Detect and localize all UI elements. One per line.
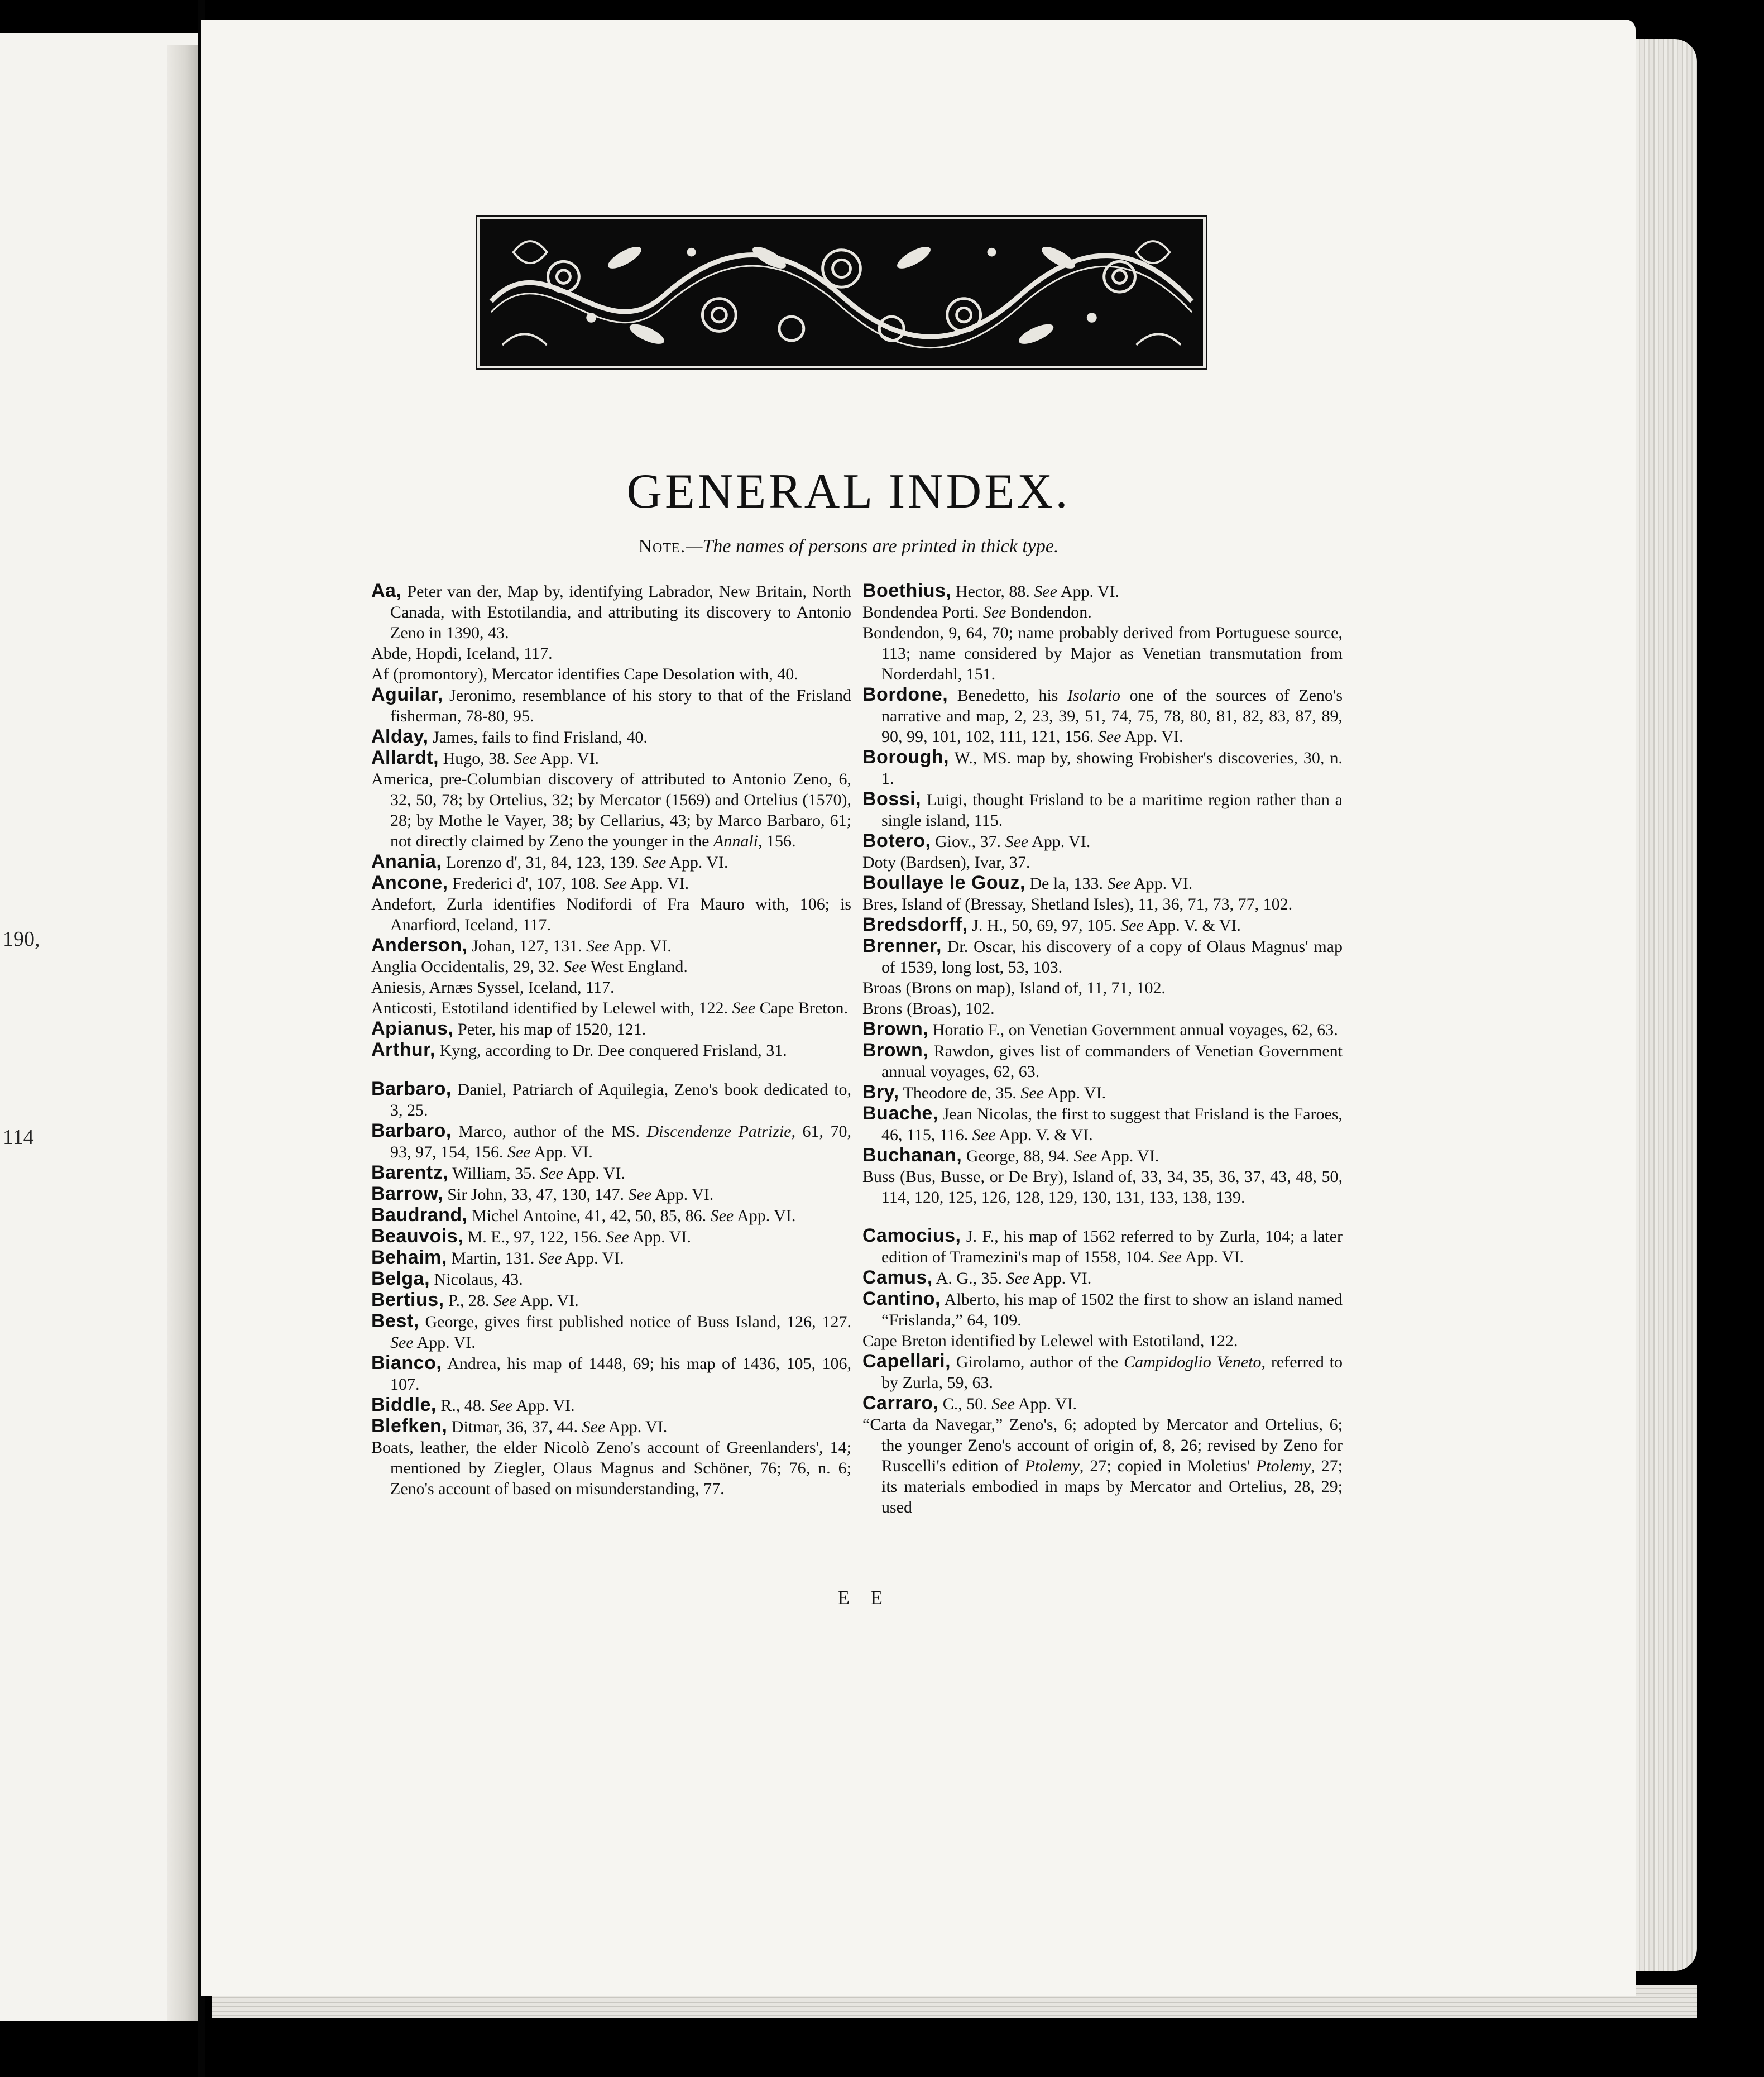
index-entry	[862, 1019, 1343, 1040]
entry-text: Anticosti, Estotiland identified by Lelewel with, 122.	[371, 999, 728, 1017]
entry-heading: Bredsdorff,	[862, 914, 968, 935]
entry-heading: Beauvois,	[371, 1226, 464, 1247]
see-reference: See	[1073, 1147, 1097, 1165]
index-entry	[371, 873, 851, 894]
page-title: GENERAL INDEX.	[626, 465, 1071, 519]
see-reference: See	[1158, 1248, 1182, 1266]
index-entry	[862, 602, 1343, 623]
entry-heading: Bry,	[862, 1081, 899, 1103]
entry-text: , 156.	[758, 832, 796, 850]
left-page-fragment: 190,	[3, 927, 40, 951]
see-reference: See	[507, 1143, 531, 1161]
entry-text: , 27; copied in Moletius'	[1079, 1457, 1256, 1475]
entry-text: Aniesis, Arnæs Syssel, Iceland, 117.	[371, 978, 615, 997]
index-entry	[862, 1226, 1343, 1267]
entry-heading: Doty	[862, 853, 896, 872]
index-column-right	[862, 581, 1343, 1518]
entry-heading: Allardt,	[371, 747, 439, 768]
index-entry	[371, 1290, 851, 1311]
index-entry	[371, 664, 851, 685]
index-entry	[862, 1166, 1343, 1208]
entry-text: Nicolaus, 43.	[430, 1270, 523, 1289]
see-target: App. VI.	[626, 874, 689, 893]
entry-text: George, 88, 94.	[962, 1147, 1070, 1165]
entry-text: Giov., 37.	[931, 832, 1001, 851]
index-entry	[862, 1267, 1343, 1289]
entry-heading: Belga,	[371, 1268, 430, 1289]
entry-heading: Anania,	[371, 851, 442, 872]
entry-text: Alberto, his map of 1502 the first to show an island named “Frislanda,” 64, 109.	[881, 1290, 1343, 1329]
index-entry	[862, 1289, 1343, 1331]
entry-text: W., MS. map by, showing Frobisher's discoveries, 30, n. 1.	[881, 749, 1343, 788]
index-entry	[371, 1121, 851, 1162]
entry-text: A. G., 35.	[932, 1269, 1003, 1288]
see-reference: See	[489, 1396, 513, 1415]
index-entry	[862, 998, 1343, 1019]
see-reference: See	[710, 1207, 734, 1225]
index-entry	[371, 1079, 851, 1121]
entry-text: Dr. Oscar, his discovery of a copy of Olaus Magnus' map of 1539, long lost, 53, 103.	[881, 937, 1343, 977]
see-target: App. VI.	[562, 1249, 624, 1267]
entry-text: Jeronimo, resemblance of his story to that of the Frisland fisherman, 78-80, 95.	[390, 686, 851, 725]
entry-text: Michel Antoine, 41, 42, 50, 85, 86.	[467, 1207, 707, 1225]
entry-heading: Aguilar,	[371, 684, 443, 705]
index-entry	[371, 1247, 851, 1269]
index-entry	[862, 915, 1343, 936]
entry-heading: Barentz,	[371, 1162, 449, 1183]
index-entry	[371, 643, 851, 664]
see-reference: See	[1034, 582, 1057, 601]
entry-heading: Buchanan,	[862, 1145, 962, 1166]
entry-text: Daniel, Patriarch of Aquilegia, Zeno's book dedicated to, 3, 25.	[390, 1080, 851, 1119]
entry-heading: Bordone,	[862, 684, 948, 705]
see-target: Bondendon.	[1006, 603, 1092, 621]
see-target: App. VI.	[516, 1291, 579, 1310]
see-reference: See	[1006, 1269, 1030, 1288]
entry-title-ref: Ptolemy	[1024, 1457, 1080, 1475]
left-page-fragment: 114	[3, 1126, 34, 1149]
index-entry	[371, 1040, 851, 1061]
entry-text: R., 48.	[436, 1396, 486, 1415]
see-reference: See	[1107, 874, 1131, 893]
entry-heading: Bertius,	[371, 1289, 444, 1310]
see-target: App. VI.	[563, 1164, 625, 1183]
entry-heading: Biddle,	[371, 1394, 437, 1415]
index-entry	[371, 1353, 851, 1395]
entry-title-ref: Campidoglio Veneto	[1124, 1353, 1262, 1371]
see-target: App. VI.	[605, 1418, 668, 1436]
see-reference: See	[563, 958, 587, 976]
see-target: App. VI.	[1014, 1395, 1077, 1413]
entry-heading: Cantino,	[862, 1288, 941, 1309]
see-reference: See	[628, 1185, 652, 1204]
entry-text: Broas (Brons on map), Island of, 11, 71, 102.	[862, 979, 1166, 997]
index-entry	[371, 1184, 851, 1205]
entry-title-ref: Isolario	[1067, 686, 1121, 705]
see-reference: See	[582, 1418, 606, 1436]
index-entry	[371, 1205, 851, 1226]
entry-text: Anglia Occidentalis, 29, 32.	[371, 958, 559, 976]
entry-text: Girolamo, author of the	[951, 1353, 1124, 1371]
index-entry	[862, 936, 1343, 978]
see-reference: See	[493, 1291, 517, 1310]
see-target: Cape Breton.	[755, 999, 848, 1017]
entry-heading: Boethius,	[862, 580, 952, 601]
index-entry	[371, 1162, 851, 1184]
index-entry	[371, 1311, 851, 1353]
entry-heading: Botero,	[862, 830, 931, 851]
entry-heading: Behaim,	[371, 1247, 447, 1268]
entry-text: M. E., 97, 122, 156.	[463, 1228, 602, 1246]
see-reference: See	[1005, 832, 1029, 851]
entry-heading: Apianus,	[371, 1018, 454, 1039]
index-entry	[862, 978, 1343, 998]
entry-text: Martin, 131.	[447, 1249, 535, 1267]
see-target: App. VI.	[1181, 1248, 1244, 1266]
entry-heading: Brenner,	[862, 935, 942, 956]
entry-heading: Capellari,	[862, 1351, 951, 1372]
index-entry	[371, 1395, 851, 1416]
entry-text: De la, 133.	[1025, 874, 1104, 893]
signature-mark: E E	[837, 1586, 890, 1609]
see-reference: See	[732, 999, 756, 1017]
see-reference: See	[514, 749, 537, 768]
entry-text: Lorenzo d', 31, 84, 123, 139.	[442, 853, 639, 872]
entry-heading: Buache,	[862, 1103, 938, 1124]
entry-text: , 27; its materials embodied in maps by Mercator and Ortelius, 28, 29; used	[881, 1457, 1343, 1516]
entry-heading: Barbaro,	[371, 1120, 452, 1141]
index-entry	[862, 1103, 1343, 1145]
see-reference: See	[538, 1249, 562, 1267]
index-entry	[862, 1331, 1343, 1351]
entry-heading: Bianco,	[371, 1352, 442, 1374]
index-column-left	[371, 581, 851, 1499]
index-entry	[862, 623, 1343, 685]
see-reference: See	[643, 853, 667, 872]
index-entry	[371, 851, 851, 873]
entry-heading: Boullaye le Gouz,	[862, 872, 1025, 893]
entry-heading: Barbaro,	[371, 1078, 452, 1099]
entry-text: , 61, 70, 93, 97, 154, 156.	[390, 1122, 852, 1161]
see-reference: See	[606, 1228, 629, 1246]
entry-text: , referred to by Zurla, 59, 63.	[881, 1353, 1343, 1392]
entry-heading: Camocius,	[862, 1225, 961, 1246]
index-entry	[371, 894, 851, 935]
see-target: App. VI.	[1029, 1269, 1092, 1288]
see-target: App. VI.	[1130, 874, 1193, 893]
see-target: App. VI.	[530, 1143, 593, 1161]
see-target: App. VI.	[651, 1185, 714, 1204]
see-target: App. VI.	[666, 853, 728, 872]
see-target: App. VI.	[734, 1207, 796, 1225]
entry-text: Brons (Broas), 102.	[862, 999, 995, 1018]
see-target: App. VI.	[1057, 582, 1120, 601]
entry-text: Kyng, according to Dr. Dee conquered Frisland, 31.	[435, 1041, 787, 1060]
see-target: App. V. & VI.	[995, 1126, 1093, 1144]
see-target: App. VI.	[413, 1333, 476, 1352]
index-entry	[371, 581, 851, 643]
index-entry	[371, 1018, 851, 1040]
index-entry	[371, 1416, 851, 1437]
entry-text: America, pre-Columbian discovery of attributed to Antonio Zeno, 6, 32, 50, 78; by Ortelius, 32; by Mercator (1569) and Ortelius (1570), 28; by Mothe le Vayer, 38; by Cellarius, 43; by Marco Barbaro, 61; not directly claimed by Zeno the younger in the	[371, 770, 851, 850]
entry-text: George, gives first published notice of Buss Island, 126, 127.	[419, 1313, 851, 1331]
index-entry	[371, 935, 851, 956]
index-entry	[862, 831, 1343, 852]
left-page-edge	[167, 45, 198, 2021]
note-lead: Note.	[638, 536, 686, 557]
entry-text: Ditmar, 36, 37, 44.	[447, 1418, 578, 1436]
entry-text: Abde, Hopdi, Iceland, 117.	[371, 644, 553, 663]
index-entry	[371, 956, 851, 977]
entry-text: William, 35.	[448, 1164, 536, 1183]
note-text: —The names of persons are printed in thick type.	[686, 536, 1059, 557]
see-reference: See	[972, 1126, 996, 1144]
entry-text: Bondendon, 9, 64, 70; name probably derived from Portuguese source, 113; name considered by Major as Venetian transmutation from Norderdahl, 151.	[862, 624, 1343, 683]
entry-heading: Ancone,	[371, 872, 448, 893]
see-target: App. VI.	[536, 749, 600, 768]
entry-text: Buss (Bus, Busse, or De Bry), Island of, 33, 34, 35, 36, 37, 43, 48, 50, 114, 120, 125, 126, 128, 129, 130, 131, 133, 138, 139.	[862, 1167, 1343, 1207]
entry-text: Johan, 127, 131.	[467, 937, 582, 955]
index-entry	[862, 1040, 1343, 1082]
entry-text: Cape Breton identified by Lelewel with Estotiland, 122.	[862, 1332, 1238, 1350]
entry-title-ref: Ptolemy	[1255, 1457, 1311, 1475]
entry-text: P., 28.	[444, 1291, 490, 1310]
entry-text: Peter van der, Map by, identifying Labrador, New Britain, North Canada, with Estotilandia, and attributing its discovery to Antonio Zeno in 1390, 43.	[390, 582, 851, 642]
see-target: App. VI.	[512, 1396, 575, 1415]
entry-heading: Aa,	[371, 580, 402, 601]
see-target: App. VI.	[1044, 1084, 1106, 1102]
index-entry	[862, 1393, 1343, 1414]
entry-text: Bres, Island of (Bressay, Shetland Isles), 11, 36, 71, 73, 77, 102.	[862, 895, 1293, 913]
see-target: App. VI.	[629, 1228, 691, 1246]
index-entry	[371, 977, 851, 998]
entry-heading: Arthur,	[371, 1039, 435, 1060]
entry-text: Boats, leather, the elder Nicolò Zeno's account of Greenlanders', 14; mentioned by Ziegler, Olaus Magnus and Schöner, 76; 76, n. 6; Zeno's account of based on misunderstanding, 77.	[371, 1438, 851, 1498]
entry-heading: Brown,	[862, 1040, 929, 1061]
index-entry	[371, 726, 851, 748]
index-entry	[862, 873, 1343, 894]
entry-heading: Alday,	[371, 726, 429, 747]
entry-text: Horatio F., on Venetian Government annual voyages, 62, 63.	[928, 1021, 1338, 1039]
entry-title-ref: Annali	[713, 832, 758, 850]
entry-text: J. H., 50, 69, 97, 105.	[967, 916, 1116, 935]
index-entry	[371, 748, 851, 769]
foliate-scroll-ornament	[480, 219, 1203, 366]
entry-text: J. F., his map of 1562 referred to by Zurla, 104; a later edition of Tramezini's map of 1558, 104.	[881, 1227, 1343, 1266]
entry-heading: Bossi,	[862, 788, 922, 810]
index-entry	[862, 1351, 1343, 1393]
see-target: App. V. & VI.	[1143, 916, 1241, 935]
index-entry	[371, 1226, 851, 1247]
entry-title-ref: Discendenze Patrizie	[646, 1122, 792, 1141]
entry-text: C., 50.	[938, 1395, 988, 1413]
see-target: App. VI.	[609, 937, 672, 955]
index-entry	[371, 685, 851, 726]
entry-heading: Best,	[371, 1310, 419, 1332]
see-reference: See	[390, 1333, 414, 1352]
entry-heading: Baudrand,	[371, 1204, 468, 1226]
index-entry	[371, 1269, 851, 1290]
see-reference: See	[982, 603, 1006, 621]
entry-text: Luigi, thought Frisland to be a maritime region rather than a single island, 115.	[881, 791, 1343, 830]
index-entry	[371, 1437, 851, 1499]
entry-text: Benedetto, his	[948, 686, 1068, 705]
entry-text: Marco, author of the MS.	[451, 1122, 647, 1141]
entry-text: Jean Nicolas, the first to suggest that Frisland is the Faroes, 46, 115, 116.	[881, 1105, 1343, 1144]
see-reference: See	[586, 937, 610, 955]
entry-text: Theodore de, 35.	[899, 1084, 1017, 1102]
entry-text: Hugo, 38.	[439, 749, 510, 768]
see-reference: See	[540, 1164, 563, 1183]
entry-text: Sir John, 33, 47, 130, 147.	[443, 1185, 625, 1204]
entry-text: Af (promontory), Mercator identifies Cape Desolation with, 40.	[371, 665, 798, 683]
entry-text: Peter, his map of 1520, 121.	[453, 1020, 646, 1038]
index-entry	[371, 998, 851, 1018]
entry-heading: Camus,	[862, 1267, 933, 1288]
entry-heading: Carraro,	[862, 1392, 939, 1414]
see-target: App. VI.	[1028, 832, 1091, 851]
see-target: West England.	[586, 958, 688, 976]
entry-text: Bondendea Porti.	[862, 603, 979, 621]
index-note	[391, 536, 1306, 557]
entry-text: Frederici d', 107, 108.	[448, 874, 600, 893]
entry-text: one of the sources of Zeno's narrative and map, 2, 23, 39, 51, 74, 75, 78, 80, 81, 82, 83, 87, 89, 90, 99, 101, 102, 111, 121, 156.	[881, 686, 1343, 746]
see-target: App. VI.	[1097, 1147, 1159, 1165]
index-entry	[862, 1145, 1343, 1166]
entry-text: Andrea, his map of 1448, 69; his map of 1436, 105, 106, 107.	[390, 1355, 851, 1394]
index-entry	[371, 769, 851, 851]
see-reference: See	[1120, 916, 1144, 935]
entry-text: James, fails to find Frisland, 40.	[428, 728, 648, 746]
index-entry	[862, 747, 1343, 789]
entry-heading: Barrow,	[371, 1183, 443, 1204]
see-reference: See	[1097, 728, 1121, 746]
see-reference: See	[991, 1395, 1015, 1413]
entry-heading: Borough,	[862, 746, 950, 768]
index-entry	[862, 685, 1343, 747]
entry-text: Hector, 88.	[951, 582, 1030, 601]
entry-text: Rawdon, gives list of commanders of Venetian Government annual voyages, 62, 63.	[881, 1042, 1343, 1081]
entry-heading: Anderson,	[371, 935, 468, 956]
entry-heading: Brown,	[862, 1018, 929, 1040]
index-entry	[862, 789, 1343, 831]
entry-text: (Bardsen), Ivar, 37.	[896, 853, 1030, 872]
index-entry	[862, 1082, 1343, 1103]
entry-heading: Blefken,	[371, 1415, 448, 1437]
entry-text: “Carta da Navegar,” Zeno's, 6; adopted by Mercator and Ortelius, 6; the younger Zeno's account of origin of, 8, 26; revised by Zeno for Ruscelli's edition of	[862, 1415, 1343, 1475]
index-entry	[862, 852, 1343, 873]
see-reference: See	[1020, 1084, 1044, 1102]
index-entry	[862, 1414, 1343, 1518]
entry-text: Andefort, Zurla identifies Nodifordi of Fra Mauro with, 106; is Anarfiord, Iceland, 117.	[371, 895, 851, 934]
index-entry	[862, 894, 1343, 915]
decorative-headpiece	[477, 217, 1206, 368]
see-target: App. VI.	[1121, 728, 1183, 746]
see-reference: See	[603, 874, 627, 893]
index-entry	[862, 581, 1343, 602]
